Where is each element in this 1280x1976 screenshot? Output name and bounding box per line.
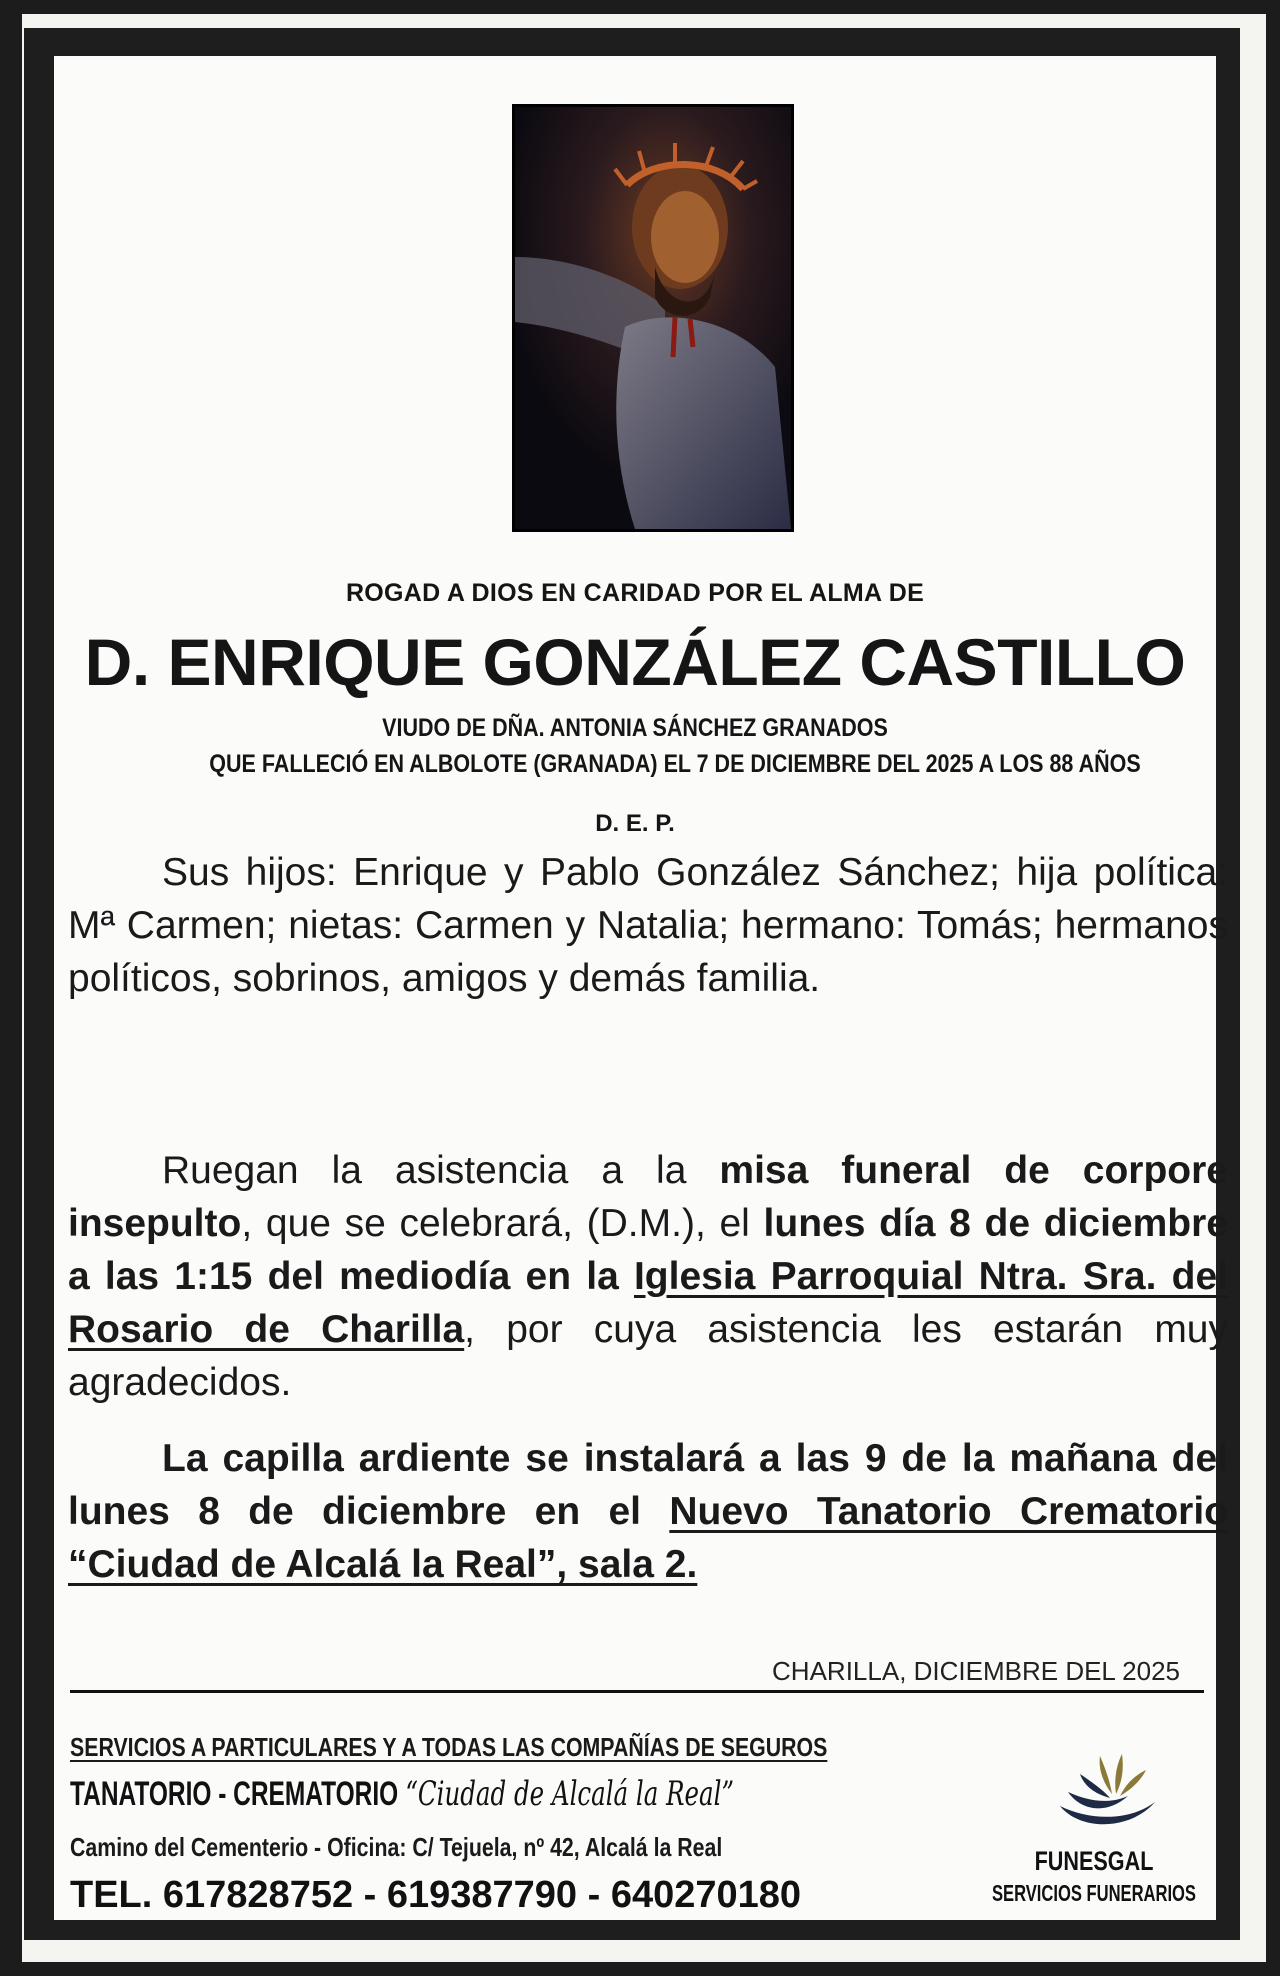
brand-subtitle: SERVICIOS FUNERARIOS (992, 1880, 1196, 1906)
funeral-paragraph (68, 1144, 1228, 1409)
tanatorio-label: TANATORIO - CREMATORIO (70, 1775, 399, 1813)
deceased-name: D. ENRIQUE GONZÁLEZ CASTILLO (84, 625, 1186, 699)
rip-mark: D. E. P. (595, 810, 675, 837)
funeral-text-3: , por cuya asistencia les estarán muy agradecidos. (68, 1308, 1228, 1404)
crucifix-image (512, 104, 794, 532)
funeral-datetime: lunes día 8 de diciembre a las 1:15 del mediodía en la (68, 1202, 1228, 1298)
funesgal-logo-icon (1050, 1736, 1160, 1846)
obituary-card (54, 56, 1228, 1920)
widow-line: VIUDO DE DÑA. ANTONIA SÁNCHEZ GRANADOS (382, 714, 888, 742)
family-paragraph: Sus hijos: Enrique y Pablo González Sánchez; hija política: Mª Carmen; nietas: Carmen y Natalia; hermano: Tomás; hermanos políticos, sobrinos, amigos y demás familia. (68, 851, 1228, 1000)
brand-name: FUNESGAL (1034, 1846, 1154, 1876)
tanatorio-location: Nuevo Tanatorio Crematorio “Ciudad de Alcalá la Real”, sala 2. (68, 1490, 1228, 1586)
footer-divider (70, 1690, 1204, 1693)
chapel-paragraph (68, 1432, 1228, 1591)
services-line: SERVICIOS A PARTICULARES Y A TODAS LAS COMPAÑÍAS DE SEGUROS (70, 1732, 828, 1762)
funeral-mass: misa funeral de corpore insepulto (68, 1149, 1228, 1245)
funeral-text-1: Ruegan la asistencia a la (162, 1149, 720, 1192)
church-name: Iglesia Parroquial Ntra. Sra. del Rosario de Charilla (68, 1255, 1228, 1351)
tanatorio-name: “Ciudad de Alcalá la Real” (405, 1774, 734, 1814)
death-details: QUE FALLECIÓ EN ALBOLOTE (GRANADA) EL 7 DE DICIEMBRE DEL 2025 A LOS 88 AÑOS (209, 750, 1141, 778)
tanatorio-line (70, 1774, 734, 1814)
chapel-text: La capilla ardiente se instalará a las 9 de la mañana del lunes 8 de diciembre en el (68, 1437, 1228, 1533)
place-date: CHARILLA, DICIEMBRE DEL 2025 (772, 1656, 1180, 1686)
crucifix-illustration (515, 107, 791, 529)
address-line: Camino del Cementerio - Oficina: C/ Tejuela, nº 42, Alcalá la Real (70, 1832, 723, 1862)
prayer-heading: ROGAD A DIOS EN CARIDAD POR EL ALMA DE (345, 579, 925, 607)
phone-line: TEL. 617828752 - 619387790 - 640270180 (70, 1874, 802, 1916)
funeral-text-2: , que se celebrará, (D.M.), el (241, 1202, 764, 1245)
